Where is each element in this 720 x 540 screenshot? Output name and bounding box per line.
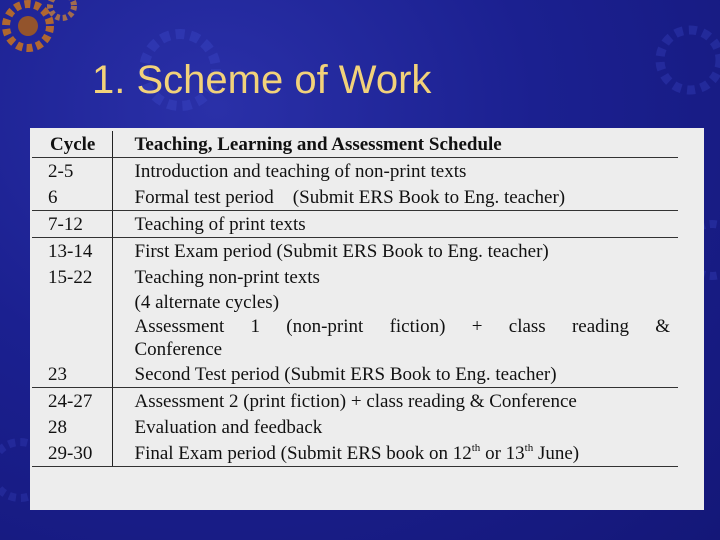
activity-word: 1: [250, 316, 260, 337]
activity-word: reading: [571, 316, 629, 337]
activity-line-justified: [135, 315, 671, 338]
cycle-cell: 13-14: [32, 238, 112, 265]
cycle-column-header: Cycle: [32, 131, 112, 158]
cycle-cell: 7-12: [32, 211, 112, 238]
table-row: [32, 184, 678, 211]
activity-cell: First Exam period (Submit ERS Book to Eng. teacher): [134, 241, 549, 262]
cycle-cell: 23: [32, 361, 112, 388]
table-row: [32, 361, 678, 388]
table-row: [32, 264, 678, 361]
activity-line: Teaching non-print texts: [134, 267, 320, 288]
activity-cell: Introduction and teaching of non-print texts: [134, 161, 467, 182]
table-header-row: [32, 131, 678, 158]
activity-word: fiction): [389, 316, 446, 337]
schedule-table: [32, 131, 678, 467]
activity-word: Assessment: [134, 316, 225, 337]
table-row: [32, 414, 678, 440]
table-row: [32, 388, 678, 415]
activity-line: (4 alternate cycles): [134, 292, 280, 313]
table-row: [32, 211, 678, 238]
activity-word: class: [508, 316, 546, 337]
cycle-cell: 28: [32, 414, 112, 440]
activity-text: June): [533, 443, 580, 464]
table-row: [32, 238, 678, 265]
ordinal-suffix: th: [471, 442, 481, 454]
activity-line: Conference: [134, 339, 223, 360]
table-row: [32, 440, 678, 467]
activity-cell: [112, 264, 678, 361]
activity-cell: Teaching of print texts: [112, 211, 678, 238]
activity-word: (non-print: [286, 316, 364, 337]
cycle-cell: 15-22: [32, 264, 112, 361]
cycle-cell: 24-27: [32, 388, 112, 415]
activity-word: &: [655, 316, 670, 337]
cycle-cell: 29-30: [32, 440, 112, 467]
table-row: [32, 158, 678, 185]
cycle-cell: 6: [32, 184, 112, 211]
gear-icon: [660, 30, 720, 90]
activity-cell: [112, 440, 678, 467]
activity-word: +: [471, 316, 483, 337]
activity-cell: Formal test period (Submit ERS Book to Eng. teacher): [112, 184, 678, 211]
activity-cell: Second Test period (Submit ERS Book to Eng. teacher): [112, 361, 678, 388]
gear-icon: [50, 0, 74, 18]
schedule-column-header: Teaching, Learning and Assessment Schedule: [112, 131, 678, 158]
activity-text: Final Exam period (Submit ERS book on 12: [134, 443, 472, 464]
slide-title: 1. Scheme of Work: [92, 58, 432, 102]
activity-cell: Evaluation and feedback: [134, 417, 323, 438]
activity-cell: Assessment 2 (print fiction) + class reading & Conference: [134, 391, 577, 412]
ordinal-suffix: th: [524, 442, 534, 454]
activity-text: or 13: [480, 443, 525, 464]
gear-icon: [6, 4, 50, 48]
cycle-cell: 2-5: [32, 158, 112, 185]
